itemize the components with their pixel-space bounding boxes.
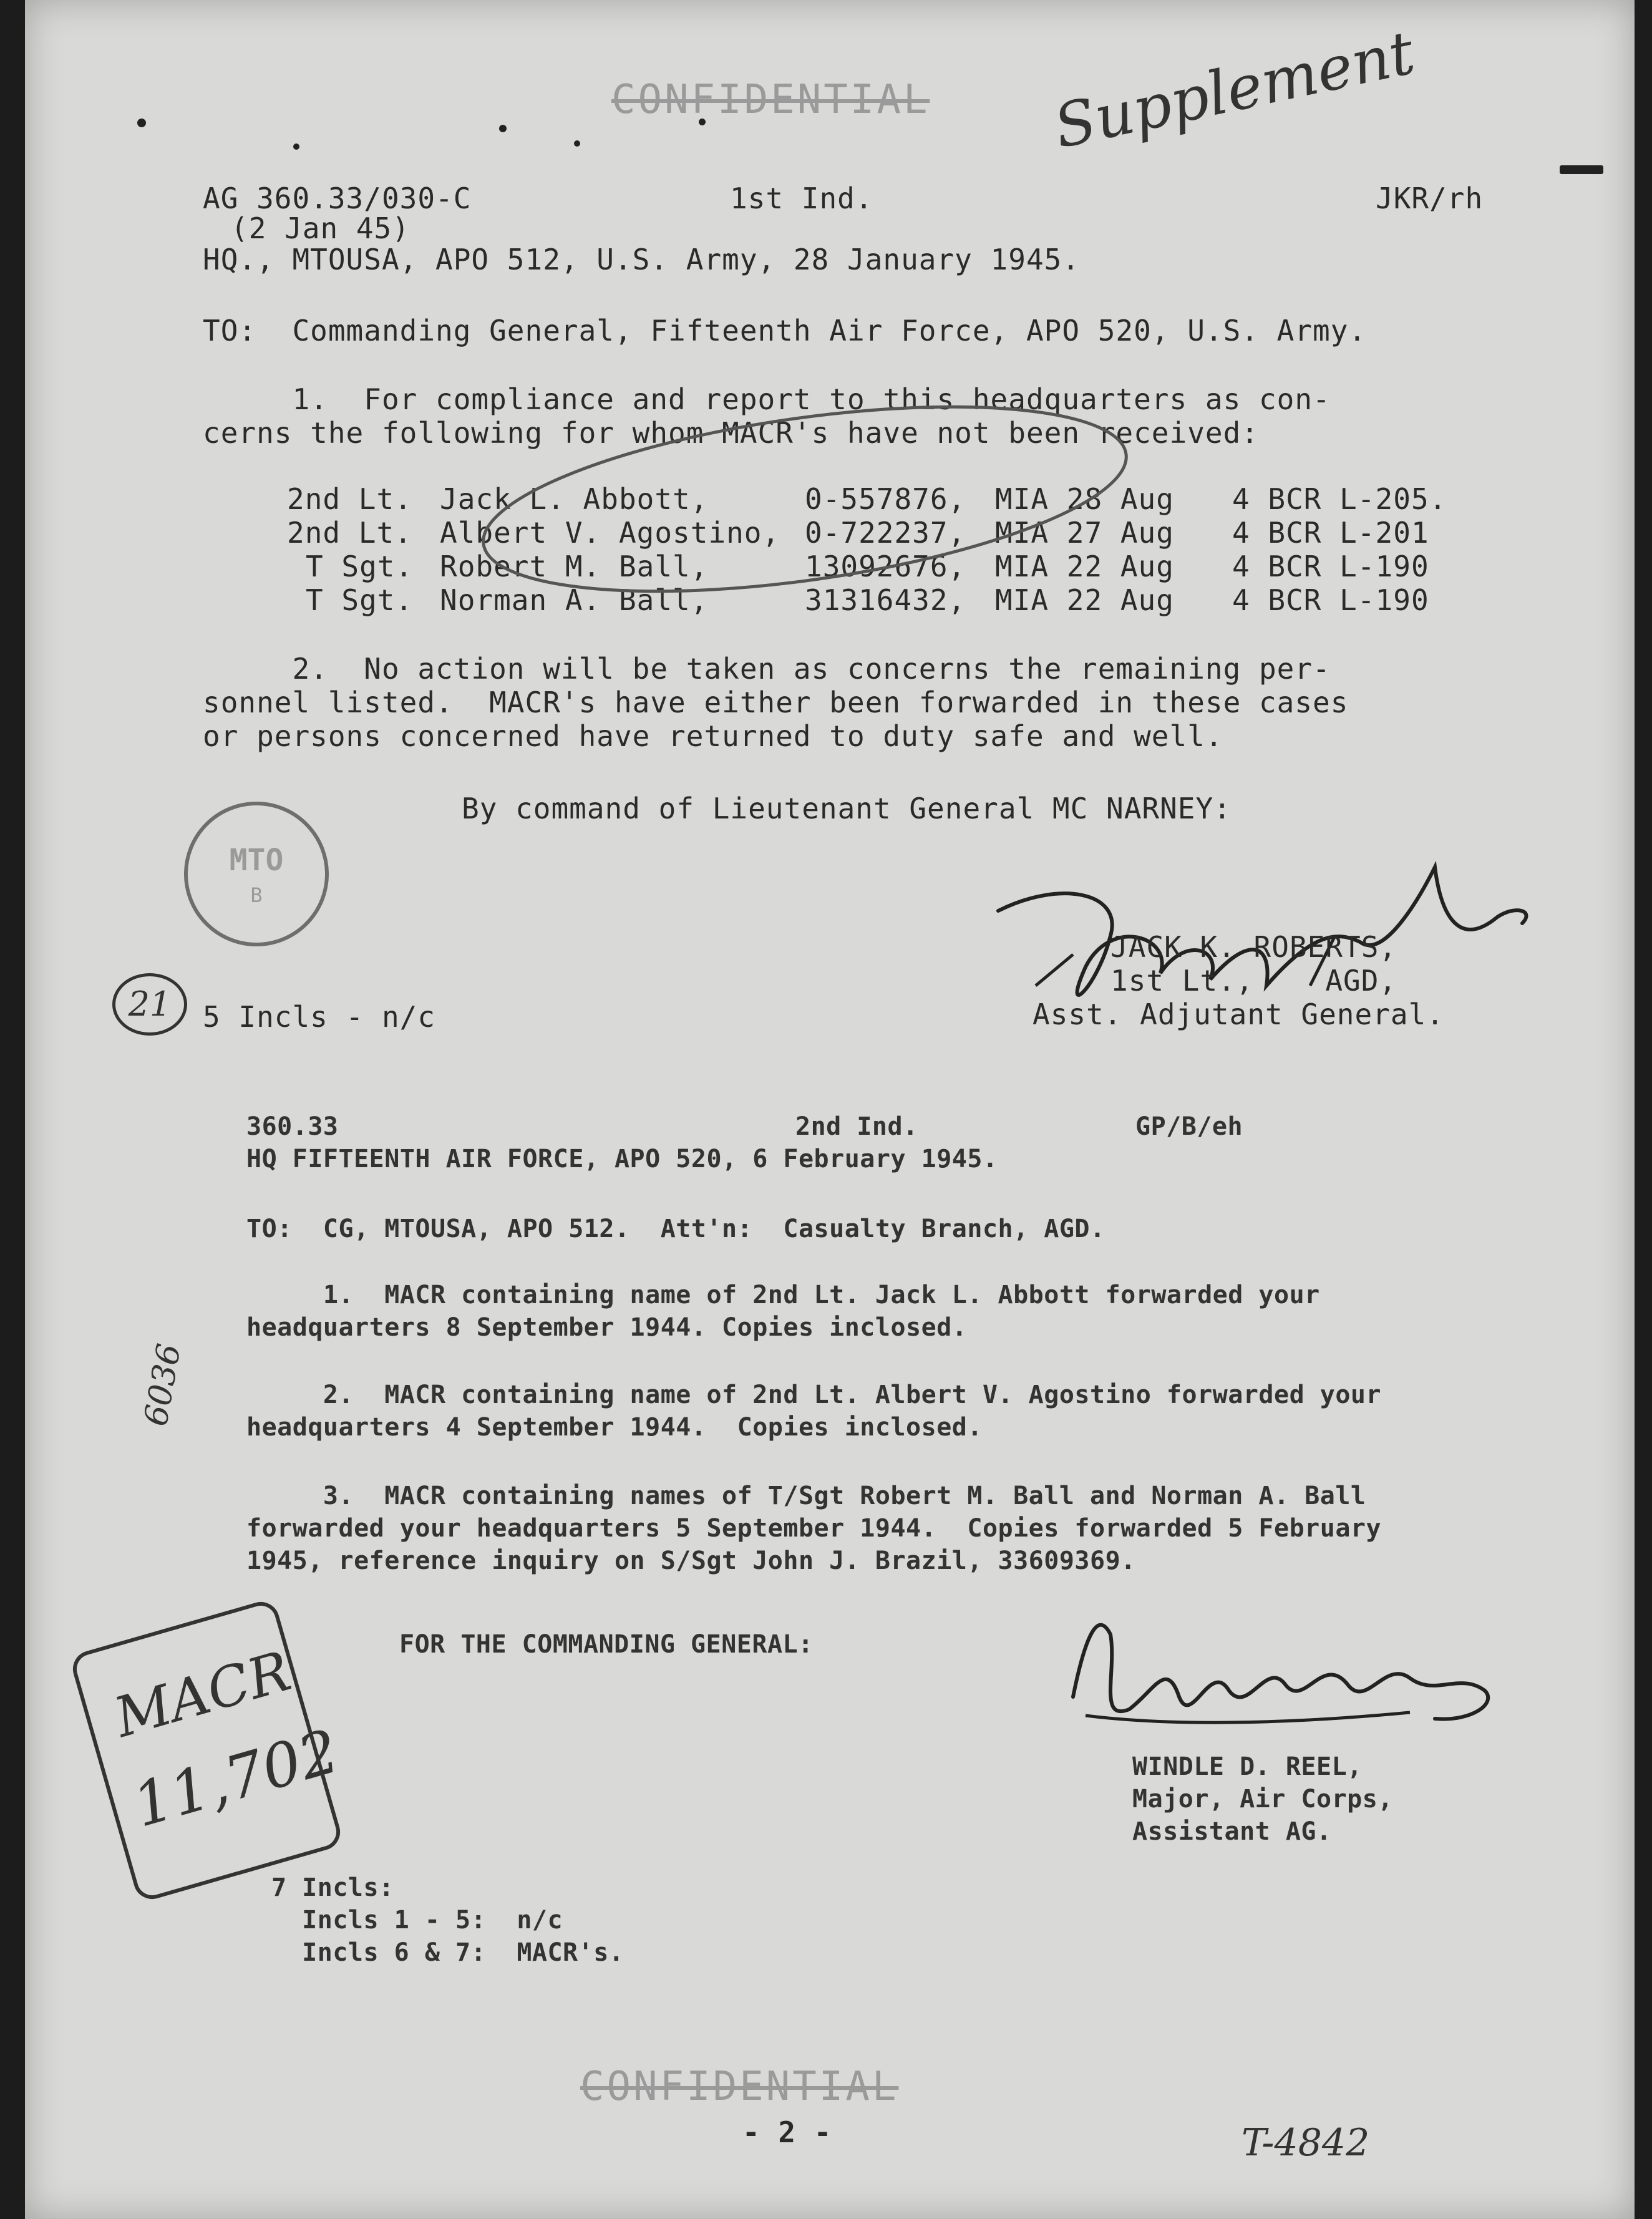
reel-signature — [1061, 1585, 1510, 1772]
first-ind-signer-rank: 1st Lt., AGD, — [1110, 964, 1397, 998]
first-ind-signer-name: JACK K. ROBERTS, — [1110, 930, 1397, 964]
first-ind-para1-line1: 1. For compliance and report to this headquarters as con- — [203, 382, 1331, 416]
macr-label: MACR — [107, 1638, 298, 1750]
personnel-serial: 0-722237, — [805, 516, 966, 550]
personnel-serial: 13092676, — [805, 550, 966, 583]
circled-page-number: 21 — [112, 973, 187, 1036]
first-ind-para2-line1: 2. No action will be taken as concerns the remaining per- — [203, 652, 1331, 686]
second-ind-label: 2nd Ind. — [795, 1112, 918, 1141]
first-ind-inclosures: 5 Incls - n/c — [203, 1000, 436, 1034]
personnel-rank: 2nd Lt. — [287, 482, 412, 516]
second-ind-para3-line1: 3. MACR containing names of T/Sgt Robert M. Ball and Norman A. Ball — [246, 1482, 1366, 1510]
second-ind-para2-line2: headquarters 4 September 1944. Copies inclosed. — [246, 1413, 983, 1442]
second-ind-hq-line: HQ FIFTEENTH AIR FORCE, APO 520, 6 February 1945. — [246, 1145, 998, 1173]
first-ind-para2-line2: sonnel listed. MACR's have either been forwarded in these cases — [203, 686, 1349, 719]
first-ind-file-date: (2 Jan 45) — [231, 211, 410, 245]
personnel-serial: 31316432, — [805, 583, 966, 617]
scan-speck — [499, 125, 507, 132]
first-ind-command-line: By command of Lieutenant General MC NARNEY: — [462, 792, 1232, 825]
second-ind-command-line: FOR THE COMMANDING GENERAL: — [399, 1630, 814, 1659]
scan-speck — [137, 119, 146, 127]
personnel-rank: T Sgt. — [306, 550, 414, 583]
personnel-name: Norman A. Ball, — [440, 583, 709, 617]
personnel-unit: 4 BCR L-190 — [1232, 550, 1429, 583]
classification-bottom: CONFIDENTIAL — [580, 2064, 899, 2110]
personnel-name: Jack L. Abbott, — [440, 482, 709, 516]
second-ind-para3-line3: 1945, reference inquiry on S/Sgt John J. Brazil, 33609369. — [246, 1547, 1136, 1575]
second-ind-signer-name: WINDLE D. REEL, — [1132, 1752, 1363, 1781]
received-stamp — [184, 802, 329, 946]
second-ind-para1-line1: 1. MACR containing name of 2nd Lt. Jack L. Abbott forwarded your — [246, 1281, 1320, 1309]
first-ind-signer-title: Asst. Adjutant General. — [1032, 998, 1444, 1031]
stamp-text: MTO — [229, 843, 284, 878]
personnel-status: MIA 28 Aug — [995, 482, 1174, 516]
personnel-rank: 2nd Lt. — [287, 516, 412, 550]
personnel-unit: 4 BCR L-205. — [1232, 482, 1447, 516]
first-ind-to-line: TO: Commanding General, Fifteenth Air Force, APO 520, U.S. Army. — [203, 314, 1367, 347]
personnel-unit: 4 BCR L-190 — [1232, 583, 1429, 617]
first-ind-file-ref: AG 360.33/030-C — [203, 182, 472, 215]
second-ind-incls-head: 7 Incls: — [271, 1873, 394, 1902]
first-ind-label: 1st Ind. — [730, 182, 873, 215]
second-ind-signer-title: Assistant AG. — [1132, 1817, 1332, 1846]
personnel-unit: 4 BCR L-201 — [1232, 516, 1429, 550]
personnel-status: MIA 22 Aug — [995, 550, 1174, 583]
second-ind-para2-line1: 2. MACR containing name of 2nd Lt. Albert V. Agostino forwarded your — [246, 1381, 1382, 1409]
page-number: - 2 - — [742, 2115, 832, 2149]
macr-number: 11,702 — [125, 1716, 346, 1841]
document-page — [25, 0, 1635, 2219]
scan-speck — [574, 140, 580, 147]
personnel-rank: T Sgt. — [306, 583, 414, 617]
personnel-status: MIA 27 Aug — [995, 516, 1174, 550]
document-code: T-4842 — [1241, 2121, 1370, 2165]
classification-top: CONFIDENTIAL — [611, 77, 930, 123]
first-ind-para1-line2: cerns the following for whom MACR's have not been received: — [203, 416, 1259, 450]
personnel-status: MIA 22 Aug — [995, 583, 1174, 617]
scan-speck — [293, 143, 299, 150]
second-ind-incls-2: Incls 6 & 7: MACR's. — [271, 1938, 624, 1967]
second-ind-to-line: TO: CG, MTOUSA, APO 512. Att'n: Casualty Branch, AGD. — [246, 1215, 1105, 1243]
second-ind-initials: GP/B/eh — [1135, 1112, 1243, 1141]
margin-handwritten-number: 6036 — [137, 1341, 189, 1429]
second-ind-para3-line2: forwarded your headquarters 5 September 1944. Copies forwarded 5 February — [246, 1514, 1382, 1543]
stamp-subtext: B — [250, 883, 263, 907]
first-ind-hq-line: HQ., MTOUSA, APO 512, U.S. Army, 28 January 1945. — [203, 243, 1081, 276]
first-ind-initials: JKR/rh — [1376, 182, 1484, 215]
first-ind-para2-line3: or persons concerned have returned to duty safe and well. — [203, 719, 1223, 753]
second-ind-para1-line2: headquarters 8 September 1944. Copies inclosed. — [246, 1313, 968, 1342]
second-ind-file-ref: 360.33 — [246, 1112, 339, 1141]
hand-drawn-oval — [462, 399, 1148, 599]
supplement-handwritten-note: Supplement — [1048, 17, 1421, 162]
scan-mark — [1560, 165, 1603, 174]
macr-number-box — [69, 1598, 344, 1903]
second-ind-signer-rank: Major, Air Corps, — [1132, 1785, 1393, 1814]
personnel-name: Albert V. Agostino, — [440, 516, 780, 550]
personnel-serial: 0-557876, — [805, 482, 966, 516]
second-ind-incls-1: Incls 1 - 5: n/c — [271, 1906, 563, 1935]
personnel-name: Robert M. Ball, — [440, 550, 709, 583]
